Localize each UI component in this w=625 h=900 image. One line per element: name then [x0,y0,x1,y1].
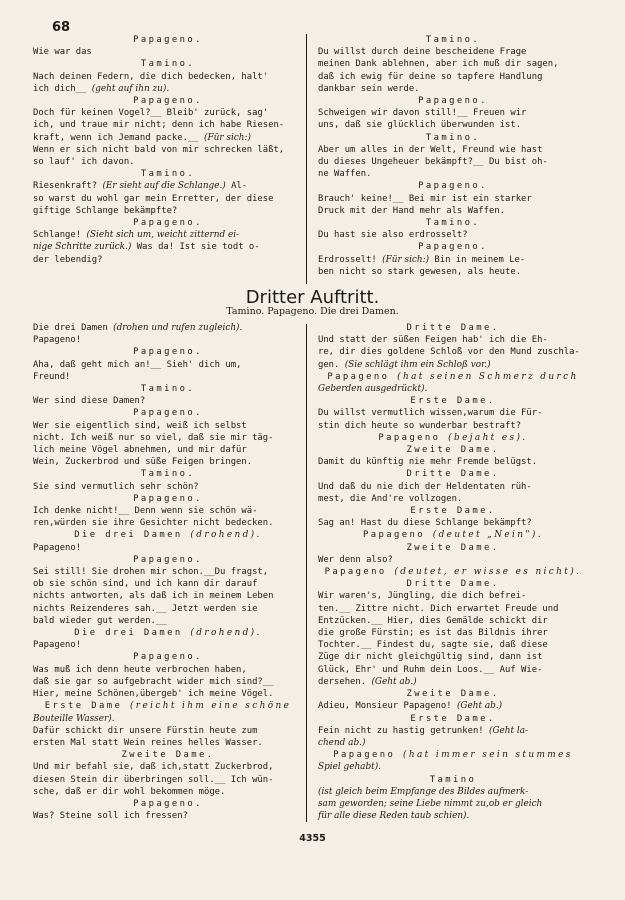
speaker-name [33,468,303,480]
dialogue-line [318,156,588,168]
dialogue-line [33,505,303,517]
dialogue-line [318,676,588,688]
line-text: daß sie gar so aufgebracht wider mich sind?__ [33,676,274,687]
dialogue-line [33,444,303,456]
line-text: Tochter.__ Findest du, sagte sie, daß diese [318,640,548,651]
dialogue-line [318,359,588,371]
stage-direction: (drohen und rufen zugleich). [113,323,243,333]
stage-direction: (geht auf ihn zu). [91,83,170,94]
line-text: Papageno. [133,218,203,229]
line-text: meinen Dank ablehnen, aber ich muß dir sagen, [318,59,559,70]
line-text: mest, die And're vollzogen. [318,493,463,504]
line-text: nichts Reizenderes sah.__ Jetzt werden sie [33,603,258,614]
line-text: Papageno! [33,335,82,346]
speaker-name [318,34,588,46]
scene-cast: Tamino. Papageno. Die drei Damen. [226,306,399,317]
dialogue-line [33,132,303,144]
line-text: Wenn er sich nicht bald von mir schrecken läßt, [33,144,285,155]
line-text: Wer sind diese Damen? [33,396,146,407]
bottom-right-column [318,322,588,822]
dialogue-line [33,432,303,444]
dialogue-line [33,83,303,95]
line-text: Die drei Damen [74,628,191,639]
line-text: Fein nicht zu hastig getrunken! [318,725,489,736]
dialogue-line [318,761,588,773]
dialogue-line [33,786,303,798]
line-text: stin dich heute so wunderbar bestraft? [318,420,522,431]
dialogue-line [318,603,588,615]
dialogue-line [318,119,588,131]
line-text: so warst du wohl gar mein Erretter, der diese [33,193,274,204]
dialogue-line [318,615,588,627]
speaker-name [33,346,303,358]
speaker-name [318,432,588,444]
dialogue-line [33,456,303,468]
line-text: dankbar sein werde. [318,83,420,94]
dialogue-line [318,383,588,395]
line-text: Zweite Dame. [121,750,215,761]
line-text: Dritte Dame. [406,579,500,590]
speaker-name [33,383,303,395]
dialogue-line [33,542,303,554]
line-text: die große Fürstin; es ist das Bildnis ihrer [318,628,548,639]
dialogue-line [33,46,303,58]
speaker-name [318,241,588,253]
dialogue-line [33,713,303,725]
speaker-name [33,529,303,541]
line-text: Tamino. [140,59,196,70]
dialogue-line [33,725,303,737]
line-text: Papageno! [33,542,82,553]
line-text: Dritte Dame. [406,469,500,480]
line-text: Dafür schickt dir unsere Fürstin heute zum [33,725,258,736]
stage-direction: Spiel gehabt). [318,762,381,773]
stage-direction: (hat immer sein stummes [403,750,573,761]
dialogue-line [33,241,303,253]
stage-direction: chend ab.) [318,737,366,748]
line-text: Druck mit der Hand mehr als Waffen. [318,205,506,216]
line-text: Doch für keinen Vogel?__ Bleib' zurück, sag' [33,108,269,119]
dialogue-line [318,627,588,639]
stage-direction: (Er sieht auf die Schlange.) [102,181,226,192]
line-text: Du willst vermutlich wissen,warum die Für- [318,408,543,419]
line-text: Und mir befahl sie, daß ich,statt Zuckerbrod, [33,762,274,773]
line-text: Bin in meinem Le- [429,254,526,265]
dialogue-line [318,725,588,737]
bottom-left-column [33,322,303,822]
line-text: Die drei Damen [33,323,114,333]
line-text: ne Waffen. [318,169,372,180]
line-text: Papageno. [133,554,203,565]
speaker-name [33,407,303,419]
page-number: 68 [52,20,71,35]
dialogue-line [33,688,303,700]
line-text: Du willst durch deine bescheidene Frage [318,47,527,58]
stage-direction: für alle diese Reden taub schien). [318,811,470,822]
dialogue-line [318,798,588,810]
dialogue-line [33,180,303,192]
line-text: Erste Dame. [410,396,496,407]
stage-direction: (Für sich:) [382,254,430,265]
stage-direction: Bouteille Wasser). [33,713,115,724]
dialogue-line [318,168,588,180]
footer-number: 4355 [299,833,326,844]
stage-direction: (drohend). [190,530,262,541]
line-text: Damit du künftig nie mehr Fremde belügst. [318,457,538,468]
line-text: Wer sie eigentlich sind, weiß ich selbst [33,420,247,431]
line-text: Papageno [378,432,449,443]
line-text: bald wieder gut werden.__ [33,615,167,626]
dialogue-line [318,639,588,651]
line-text: Papageno. [418,96,488,107]
dialogue-line [33,322,303,334]
line-text: Und statt der süßen Feigen hab' ich die Eh- [318,335,548,346]
speaker-name [318,468,588,480]
stage-direction: (hat seinen Schmerz durch [397,371,579,382]
line-text: Ich denke nicht!__ Denn wenn sie schön wä- [33,506,258,517]
line-text: Papageno [324,567,395,578]
line-text: Was muß ich denn heute verbrochen haben, [33,664,247,675]
speaker-name [318,774,588,786]
dialogue-line [33,334,303,346]
stage-direction: (Für sich:) [203,132,251,143]
speaker-name [318,217,588,229]
line-text: Papageno. [133,652,203,663]
dialogue-line [318,346,588,358]
dialogue-line [318,71,588,83]
line-text: lich meine Vögel abnehmen, und mir dafür [33,445,247,456]
line-text: Nach deinen Federn, die dich bedecken, halt' [33,71,269,82]
dialogue-line [318,193,588,205]
line-text: Züge dir nicht gleichgültig sind, dann ist [318,652,543,663]
speaker-name [33,95,303,107]
line-text: Tamino. [140,469,196,480]
dialogue-line [318,651,588,663]
dialogue-line [33,481,303,493]
dialogue-line [33,810,303,822]
speaker-name [33,554,303,566]
line-text: ren,würden sie ihre Gesichter nicht bedecken. [33,518,274,529]
dialogue-line [318,420,588,432]
speaker-name [318,542,588,554]
dialogue-line [33,144,303,156]
stage-direction: (Sie schlägt ihm ein Schloß vor.) [344,359,491,370]
line-text: kraft, wenn ich Jemand packe.__ [33,132,204,143]
line-text: Tamino. [425,35,481,45]
stage-direction: (reicht ihm eine schöne [129,701,292,712]
line-text: Zweite Dame. [406,445,500,456]
stage-direction: (bejaht es). [448,432,528,443]
line-text: daß ich ewig für deine so tapfere Handlung [318,71,543,82]
speaker-name [33,627,303,639]
line-text: Schlange! [33,230,87,241]
speaker-name [318,395,588,407]
dialogue-line [318,83,588,95]
dialogue-line [318,481,588,493]
line-text: Papageno [327,371,398,382]
speaker-name [33,651,303,663]
line-text: Tamino. [425,218,481,229]
line-text: Was? Steine soll ich fressen? [33,811,188,822]
stage-direction: sam geworden; seine Liebe nimmt zu,ob er gleich [318,798,543,809]
line-text: nichts antworten, als daß ich in meinem Leben [33,591,274,602]
dialogue-line [318,493,588,505]
dialogue-line [33,566,303,578]
speaker-name [318,132,588,144]
top-right-column [318,34,588,278]
dialogue-line [318,737,588,749]
stage-direction: Geberden ausgedrückt). [318,384,428,395]
dialogue-line [33,193,303,205]
line-text: dersehen. [318,676,372,687]
scene-heading: Dritter Auftritt. [245,287,380,308]
line-text: ersten Mal statt Wein reines helles Wasser. [33,737,263,748]
line-text: Papageno. [133,96,203,107]
line-text: Tamino. [140,169,196,180]
dialogue-line [318,46,588,58]
dialogue-line [33,590,303,602]
stage-direction: nige Schritte zurück.) [33,242,132,253]
dialogue-line [318,590,588,602]
line-text: sche, daß er dir wohl bekommen möge. [33,786,226,797]
line-text: gen. [318,359,345,370]
line-text: giftige Schlange bekämpfte? [33,205,178,216]
speaker-name [33,217,303,229]
dialogue-line [33,107,303,119]
dialogue-line [318,58,588,70]
top-left-column [33,34,303,266]
dialogue-line [318,205,588,217]
dialogue-line [318,144,588,156]
dialogue-line [318,517,588,529]
dialogue-line [318,786,588,798]
line-text: Erste Dame. [410,713,496,724]
line-text: Aber um alles in der Welt, Freund wie hast [318,144,543,155]
line-text: Glück, Ehr' und Ruhm dein Loos.__ Auf Wie- [318,664,543,675]
line-text: re, dir dies goldene Schloß vor den Mund zuschla- [318,347,580,358]
line-text: Papageno [363,530,433,541]
line-text: Papageno. [133,35,203,45]
line-text: Papageno. [418,242,488,253]
line-text: Tamino. [425,132,481,143]
line-text: Erdrosselt! [318,254,383,265]
stage-direction: (Geht ab.) [371,676,417,687]
stage-direction: (Geht ab.) [456,701,503,712]
speaker-name [33,58,303,70]
line-text: diesen Stein dir überbringen soll.__ Ich wün- [33,774,274,785]
line-text: uns, daß sie glücklich überwunden ist. [318,120,522,131]
line-text: Al- [225,181,248,192]
stage-direction: (ist gleich beim Empfange des Bildes aufmerk- [318,786,529,797]
dialogue-line [33,156,303,168]
dialogue-line [318,254,588,266]
line-text: Die drei Damen [74,530,191,541]
dialogue-line [318,107,588,119]
dialogue-line [318,700,588,712]
dialogue-line [33,71,303,83]
line-text: Hier, meine Schönen,übergeb' ich meine Vögel. [33,689,274,700]
speaker-name [318,444,588,456]
speaker-name [318,578,588,590]
line-text: Freund! [33,371,71,382]
dialogue-line [318,810,588,822]
line-text: Tamino [429,774,477,785]
dialogue-line [318,266,588,278]
dialogue-line [318,664,588,676]
line-text: ob sie schön sind, und ich kann dir darauf [33,579,258,590]
dialogue-line [33,603,303,615]
dialogue-line [33,359,303,371]
line-text: Wie war das [33,47,92,58]
line-text: Riesenkraft? [33,181,103,192]
line-text: Papageno. [133,408,203,419]
speaker-name [318,505,588,517]
line-text: Adieu, Monsieur Papageno! [318,701,457,712]
line-text: Papageno. [418,181,488,192]
dialogue-line [33,420,303,432]
speaker-name [318,566,588,578]
dialogue-line [33,761,303,773]
line-text: Papageno. [133,347,203,358]
dialogue-line [318,334,588,346]
line-text: Erste Dame. [410,506,496,517]
speaker-name [33,34,303,46]
line-text: Zweite Dame. [406,542,500,553]
line-text: Papageno [333,750,403,761]
line-text: Schweigen wir davon still!__ Freuen wir [318,108,527,119]
dialogue-line [33,119,303,131]
speaker-name [33,700,303,712]
line-text: Sei still! Sie drohen mir schon.__Du fragst, [33,567,269,578]
line-text: der lebendig? [33,254,103,265]
line-text: Sie sind vermutlich sehr schön? [33,481,199,492]
line-text: Papageno. [133,493,203,504]
dialogue-line [33,517,303,529]
line-text: Papageno! [33,640,82,651]
dialogue-line [33,229,303,241]
dialogue-line [33,639,303,651]
line-text: Tamino. [140,384,196,395]
dialogue-line [33,395,303,407]
line-text: Brauch' keine!__ Bei mir ist ein starker [318,193,532,204]
line-text: Wir waren's, Jüngling, die dich befrei- [318,591,527,602]
dialogue-line [33,664,303,676]
dialogue-line [33,205,303,217]
column-divider [306,34,307,284]
line-text: nicht. Ich weiß nur so viel, daß sie mir täg- [33,432,274,443]
line-text: ich, und traue mir nicht; denn ich habe Riesen- [33,120,285,131]
line-text: du dieses Ungeheuer bekämpft?__ Du bist oh- [318,157,548,168]
speaker-name [33,749,303,761]
line-text: ich dich__ [33,83,92,94]
speaker-name [318,529,588,541]
dialogue-line [33,676,303,688]
line-text: Entzücken.__ Hier, dies Gemälde schickt dir [318,615,548,626]
dialogue-line [33,774,303,786]
dialogue-line [318,554,588,566]
line-text: so lauf' ich davon. [33,157,135,168]
dialogue-line [318,407,588,419]
dialogue-line [318,229,588,241]
speaker-name [318,713,588,725]
speaker-name [318,371,588,383]
line-text: Papageno. [133,798,203,809]
line-text: Du hast sie also erdrosselt? [318,230,468,241]
line-text: Aha, daß geht mich an!__ Sieh' dich um, [33,359,242,370]
stage-direction: (deutet „Nein"). [432,530,543,541]
stage-direction: (Sieht sich um, weicht zitternd ei- [86,230,240,241]
dialogue-line [33,371,303,383]
line-text: ten.__ Zittre nicht. Dich erwartet Freude und [318,603,559,614]
dialogue-line [318,456,588,468]
speaker-name [318,95,588,107]
speaker-name [33,168,303,180]
dialogue-line [33,615,303,627]
line-text: Und daß du nie dich der Heldentaten rüh- [318,481,532,492]
speaker-name [33,798,303,810]
line-text: Dritte Dame. [406,323,500,333]
speaker-name [33,493,303,505]
line-text: ben nicht so stark gewesen, als heute. [318,266,522,277]
speaker-name [318,180,588,192]
speaker-name [318,688,588,700]
dialogue-line [33,737,303,749]
dialogue-line [33,578,303,590]
dialogue-line [33,254,303,266]
line-text: Erste Dame [44,701,130,712]
line-text: Sag an! Hast du diese Schlange bekämpft? [318,518,532,529]
line-text: Was da! Ist sie todt o- [131,242,260,253]
line-text: Wein, Zuckerbrod und süße Feigen bringen. [33,457,253,468]
stage-direction: (drohend). [190,628,262,639]
speaker-name [318,749,588,761]
stage-direction: (deutet, er wisse es nicht). [394,567,582,578]
line-text: Zweite Dame. [406,689,500,700]
stage-direction: (Geht la- [488,725,529,736]
speaker-name [318,322,588,334]
line-text: Wer denn also? [318,554,393,565]
column-divider [306,324,307,822]
